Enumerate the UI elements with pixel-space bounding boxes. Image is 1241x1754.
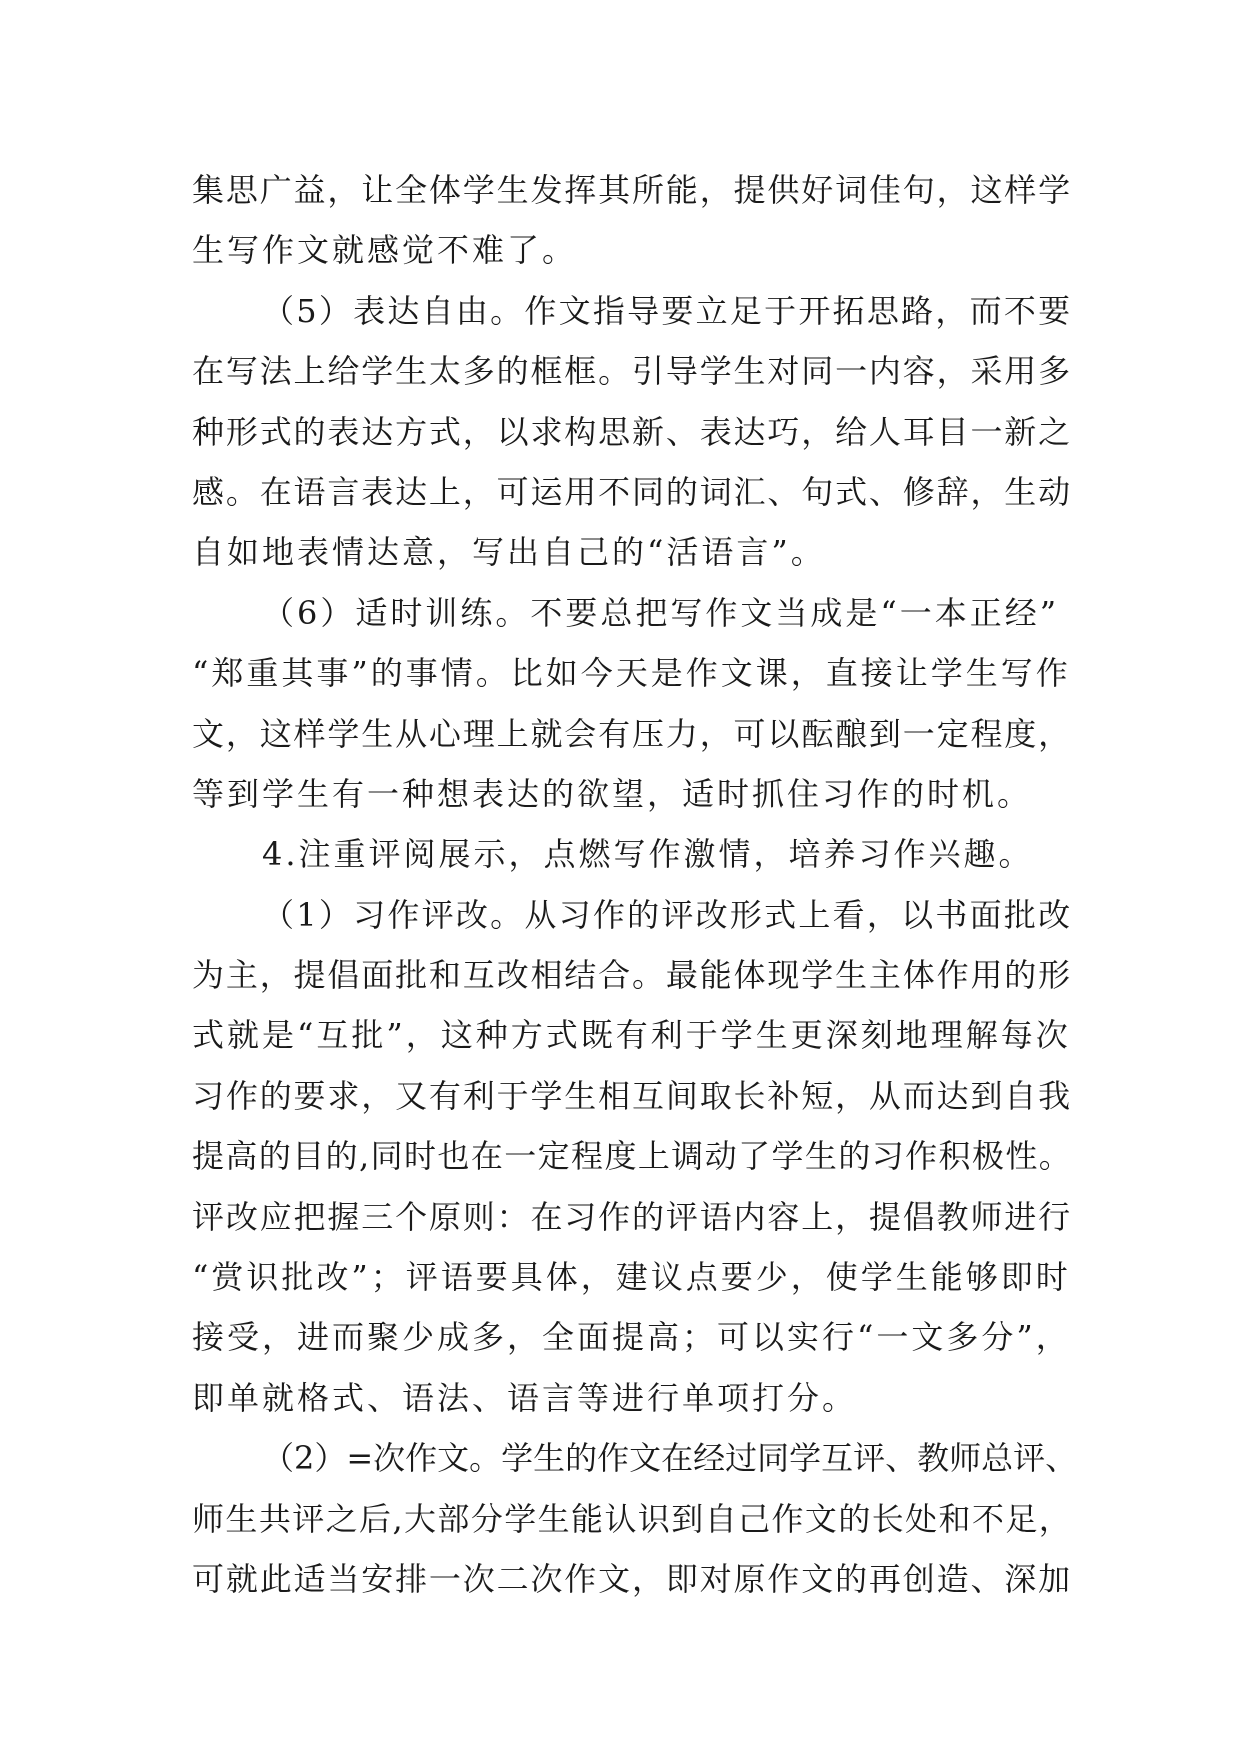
text-line: 在写法上给学生太多的框框。引导学生对同一内容，采用多	[192, 352, 1073, 391]
text-line: （1）习作评改。从习作的评改形式上看，以书面批改	[262, 895, 1073, 934]
text-line: 等到学生有一种想表达的欲望，适时抓住习作的时机。	[192, 774, 1033, 813]
document-body	[192, 160, 1078, 1609]
text-line: 师生共评之后,大部分学生能认识到自己作文的长处和不足，	[192, 1499, 1073, 1538]
text-line: 种形式的表达方式，以求构思新、表达巧，给人耳目一新之	[192, 412, 1073, 451]
text-line: 提高的目的,同时也在一定程度上调动了学生的习作积极性。	[192, 1137, 1073, 1176]
text-line: 4.注重评阅展示，点燃写作激情，培养习作兴趣。	[262, 835, 1034, 874]
text-line: 即单就格式、语法、语言等进行单项打分。	[192, 1378, 858, 1417]
text-line: 为主，提倡面批和互改相结合。最能体现学生主体作用的形	[192, 956, 1073, 995]
text-line: 生写作文就感觉不难了。	[192, 231, 578, 270]
text-line: 习作的要求，又有利于学生相互间取长补短，从而达到自我	[192, 1076, 1073, 1115]
text-line: 接受，进而聚少成多，全面提高；可以实行“一文多分”，	[192, 1318, 1071, 1357]
text-line: 集思广益，让全体学生发挥其所能，提供好词佳句，这样学	[192, 171, 1073, 209]
text-line: 可就此适当安排一次二次作文，即对原作文的再创造、深加	[192, 1559, 1073, 1598]
text-line: 式就是“互批”，这种方式既有利于学生更深刻地理解每次	[192, 1016, 1071, 1055]
text-line: 自如地表情达意，写出自己的“活语言”。	[192, 533, 826, 572]
text-line: “郑重其事”的事情。比如今天是作文课，直接让学生写作	[192, 654, 1071, 693]
text-line: （6）适时训练。不要总把写作文当成是“一本正经”	[262, 593, 1060, 632]
text-line: “赏识批改”；评语要具体，建议点要少，使学生能够即时	[192, 1258, 1071, 1297]
text-line: 评改应把握三个原则：在习作的评语内容上，提倡教师进行	[192, 1197, 1073, 1236]
text-line: （5）表达自由。作文指导要立足于开拓思路，而不要	[262, 291, 1073, 330]
text-line: 文，这样学生从心理上就会有压力，可以酝酿到一定程度，	[192, 714, 1073, 753]
text-line: 感。在语言表达上，可运用不同的词汇、句式、修辞，生动	[192, 472, 1073, 511]
text-line: （2）=次作文。学生的作文在经过同学互评、教师总评、	[262, 1439, 1078, 1478]
